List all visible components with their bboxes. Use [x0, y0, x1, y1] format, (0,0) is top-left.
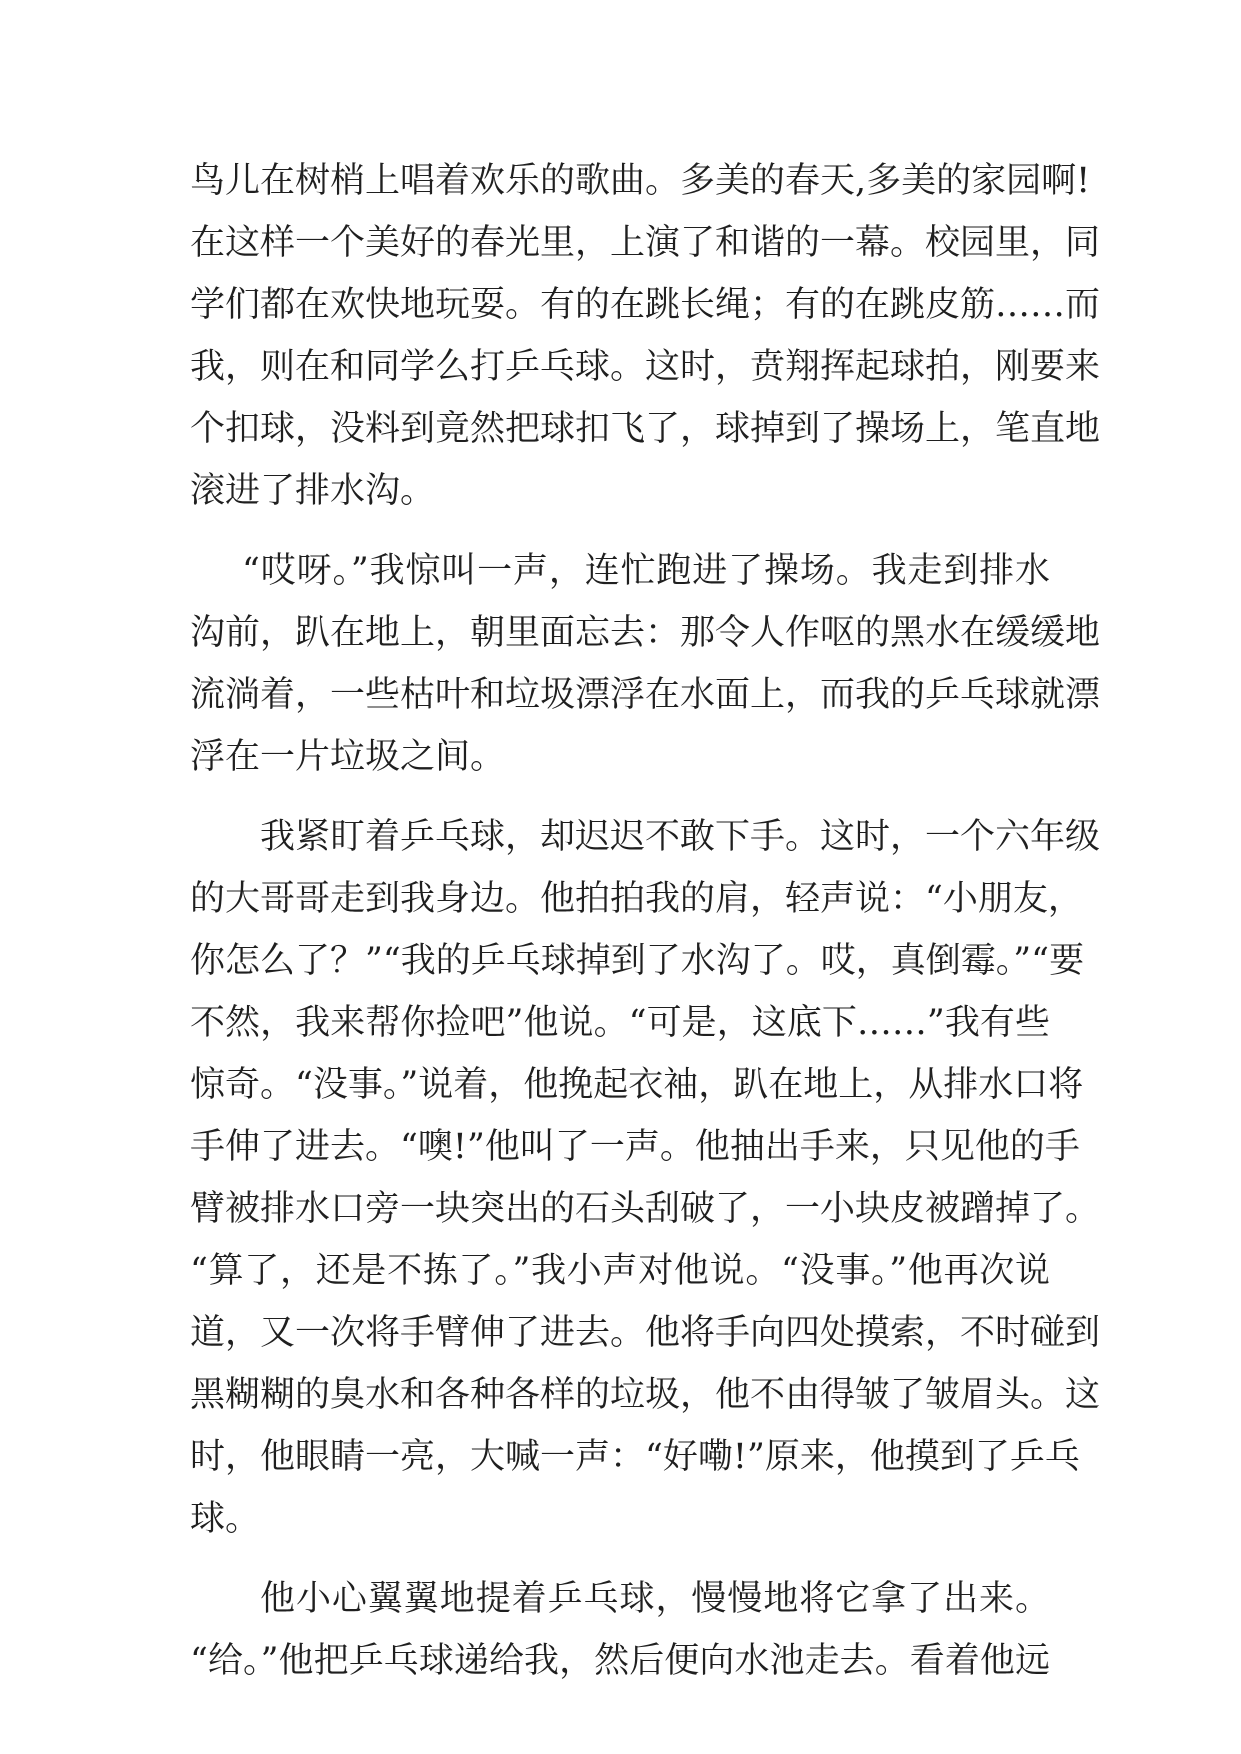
text-line: “哎呀。”我惊叫一声，连忙跑进了操场。我走到排水 [242, 551, 1050, 591]
text-line: 臂被排水口旁一块突出的石头刮破了，一小块皮被蹭掉了。 [190, 1189, 1101, 1229]
text-line: 不然，我来帮你捡吧”他说。“可是，这底下……”我有些 [190, 1003, 1050, 1043]
text-line: 球。 [190, 1499, 261, 1539]
paragraph-3 [190, 806, 1101, 1550]
text-line: 个扣球，没料到竟然把球扣飞了，球掉到了操场上，笔直地 [190, 409, 1101, 449]
text-line: 时，他眼睛一亮，大喊一声：“好嘞!”原来，他摸到了乒乓 [190, 1437, 1080, 1477]
text-line: 我，则在和同学么打乒乓球。这时，贲翔挥起球拍，刚要来 [190, 347, 1101, 387]
text-line: 的大哥哥走到我身边。他拍拍我的肩，轻声说：“小朋友， [190, 879, 1083, 919]
text-line: 鸟儿在树梢上唱着欢乐的歌曲。多美的春天,多美的家园啊! [190, 161, 1091, 201]
text-line: 黑糊糊的臭水和各种各样的垃圾，他不由得皱了皱眉头。这 [190, 1375, 1101, 1415]
text-line: 学们都在欢快地玩耍。有的在跳长绳；有的在跳皮筋……而 [190, 285, 1101, 325]
text-line: 在这样一个美好的春光里，上演了和谐的一幕。校园里，同 [190, 223, 1101, 263]
text-line: “算了，还是不拣了。”我小声对他说。“没事。”他再次说 [190, 1251, 1050, 1291]
text-line: 你怎么了？”“我的乒乓球掉到了水沟了。哎，真倒霉。”“要 [190, 941, 1085, 981]
text-line: 滚进了排水沟。 [190, 471, 436, 511]
text-line: 流淌着，一些枯叶和垃圾漂浮在水面上，而我的乒乓球就漂 [190, 675, 1101, 715]
text-line: 我紧盯着乒乓球，却迟迟不敢下手。这时，一个六年级 [260, 817, 1101, 857]
text-line: 惊奇。“没事。”说着，他挽起衣袖，趴在地上，从排水口将 [190, 1065, 1084, 1105]
paragraph-1 [190, 150, 1101, 522]
paragraph-4 [190, 1568, 1050, 1692]
text-line: 浮在一片垃圾之间。 [190, 737, 506, 777]
paragraph-2 [190, 540, 1101, 788]
text-line: “给。”他把乒乓球递给我，然后便向水池走去。看着他远 [190, 1641, 1050, 1681]
text-line: 道，又一次将手臂伸了进去。他将手向四处摸索，不时碰到 [190, 1313, 1101, 1353]
text-line: 沟前，趴在地上，朝里面忘去：那令人作呕的黑水在缓缓地 [190, 613, 1101, 653]
text-line: 手伸了进去。“噢!”他叫了一声。他抽出手来，只见他的手 [190, 1127, 1080, 1167]
text-line: 他小心翼翼地提着乒乓球，慢慢地将它拿了出来。 [260, 1579, 1050, 1619]
document-body [190, 150, 1101, 1692]
